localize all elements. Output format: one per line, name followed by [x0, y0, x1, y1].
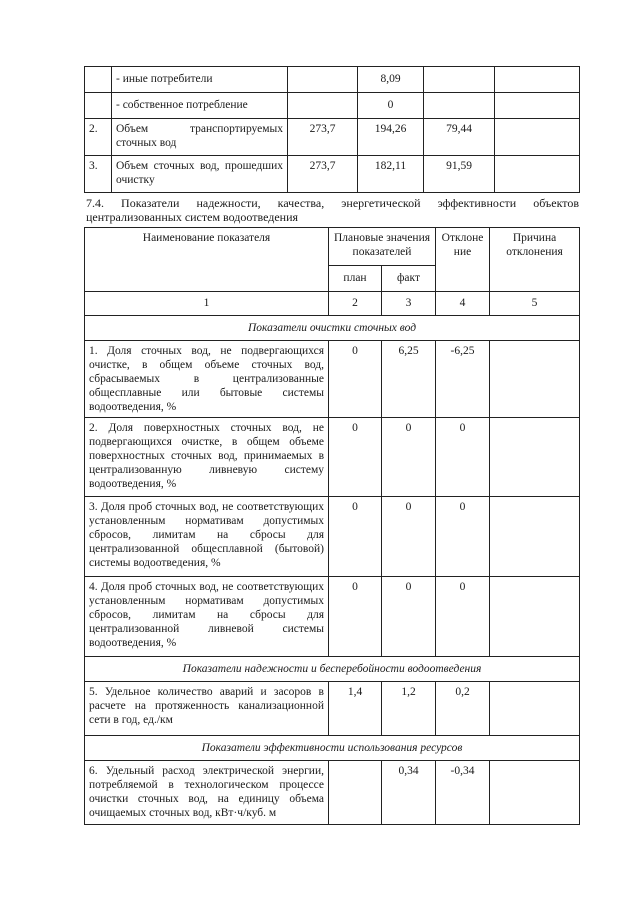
deviation-value: 91,59 — [424, 156, 495, 193]
section-row — [85, 736, 580, 761]
deviation-value: 0 — [436, 418, 490, 497]
row-name: Объем сточных вод, прошедших очистку — [112, 156, 288, 193]
fact-value: 0 — [382, 497, 436, 577]
fact-value: 1,2 — [382, 682, 436, 736]
table-row — [85, 156, 580, 193]
reason-value — [490, 497, 580, 577]
table-row — [85, 67, 580, 93]
header-planned-values: Плановые значения показателей — [329, 228, 436, 266]
fact-value: 0 — [358, 93, 424, 119]
indicator-name: 4. Доля проб сточных вод, не соответствующих установленным нормативам допустимых сбросов, лимитам на сбросы для централизованной ливневой системы водоотведения, % — [85, 577, 329, 657]
deviation-value: 79,44 — [424, 119, 495, 156]
table-row — [85, 418, 580, 497]
deviation-value: 0 — [436, 497, 490, 577]
deviation-value: 0,2 — [436, 682, 490, 736]
section-row — [85, 657, 580, 682]
deviation-value: 0 — [436, 577, 490, 657]
column-number: 4 — [436, 292, 490, 316]
deviation-value — [424, 93, 495, 119]
reason-value — [490, 682, 580, 736]
indicator-name: 1. Доля сточных вод, не подвергающихся очистке, в общем объеме сточных вод, сбрасываемых в централизованные общесплавные или бытовые системы водоотведения, % — [85, 341, 329, 418]
plan-value: 1,4 — [329, 682, 382, 736]
column-number: 5 — [490, 292, 580, 316]
column-number: 2 — [329, 292, 382, 316]
row-number: 2. — [85, 119, 112, 156]
section-title: Показатели очистки сточных вод — [85, 316, 580, 341]
plan-value: 273,7 — [288, 119, 358, 156]
column-number: 1 — [85, 292, 329, 316]
section-title: Показатели надежности и бесперебойности водоотведения — [85, 657, 580, 682]
fact-value: 6,25 — [382, 341, 436, 418]
table-row — [85, 577, 580, 657]
indicator-name: 3. Доля проб сточных вод, не соответствующих установленным нормативам допустимых сбросов, лимитам на сбросы для централизованной общесплавной (бытовой) системы водоотведения, % — [85, 497, 329, 577]
deviation-value: -0,34 — [436, 761, 490, 825]
header-fact: факт — [382, 266, 436, 292]
header-reason: Причина отклонения — [490, 228, 580, 292]
header-indicator-name: Наименование показателя — [85, 228, 329, 292]
empty-cell — [495, 67, 580, 93]
table-row — [85, 341, 580, 418]
column-number: 3 — [382, 292, 436, 316]
plan-value — [288, 67, 358, 93]
reason-value — [490, 577, 580, 657]
plan-value: 0 — [329, 577, 382, 657]
header-row — [85, 228, 580, 266]
plan-value: 273,7 — [288, 156, 358, 193]
wastewater-volume-table — [84, 66, 580, 193]
row-number — [85, 67, 112, 93]
table-row — [85, 497, 580, 577]
indicators-table — [84, 227, 580, 825]
fact-value: 0,34 — [382, 761, 436, 825]
section-title: Показатели эффективности использования ресурсов — [85, 736, 580, 761]
row-name: - собственное потребление — [112, 93, 288, 119]
empty-cell — [495, 119, 580, 156]
reason-value — [490, 341, 580, 418]
plan-value: 0 — [329, 418, 382, 497]
header-deviation: Отклоне ние — [436, 228, 490, 292]
row-number — [85, 93, 112, 119]
fact-value: 0 — [382, 577, 436, 657]
reason-value — [490, 418, 580, 497]
empty-cell — [495, 156, 580, 193]
deviation-value: -6,25 — [436, 341, 490, 418]
fact-value: 182,11 — [358, 156, 424, 193]
fact-value: 8,09 — [358, 67, 424, 93]
plan-value: 0 — [329, 341, 382, 418]
indicator-name: 6. Удельный расход электрической энергии, потребляемой в технологическом процессе очистки сточных вод, на единицу объема очищаемых сточных вод, кВт·ч/куб. м — [85, 761, 329, 825]
section-heading-line-2: централизованных систем водоотведения — [86, 210, 299, 225]
section-heading-line-1: 7.4. Показатели надежности, качества, энергетической эффективности объектов — [86, 196, 579, 210]
row-name: Объем транспортируемых сточных вод — [112, 119, 288, 156]
column-numbers-row — [85, 292, 580, 316]
table-row — [85, 682, 580, 736]
indicator-name: 2. Доля поверхностных сточных вод, не подвергающихся очистке, в общем объеме поверхностных сточных вод, принимаемых в централизованную ливневую систему водоотведения, % — [85, 418, 329, 497]
plan-value: 0 — [329, 497, 382, 577]
deviation-value — [424, 67, 495, 93]
table-row — [85, 93, 580, 119]
indicator-name: 5. Удельное количество аварий и засоров в расчете на протяженность канализационной сети в год, ед./км — [85, 682, 329, 736]
plan-value — [329, 761, 382, 825]
fact-value: 0 — [382, 418, 436, 497]
table-row — [85, 119, 580, 156]
header-plan: план — [329, 266, 382, 292]
plan-value — [288, 93, 358, 119]
row-name: - иные потребители — [112, 67, 288, 93]
row-number: 3. — [85, 156, 112, 193]
reason-value — [490, 761, 580, 825]
table-row — [85, 761, 580, 825]
fact-value: 194,26 — [358, 119, 424, 156]
empty-cell — [495, 93, 580, 119]
section-heading — [86, 196, 579, 225]
section-row — [85, 316, 580, 341]
